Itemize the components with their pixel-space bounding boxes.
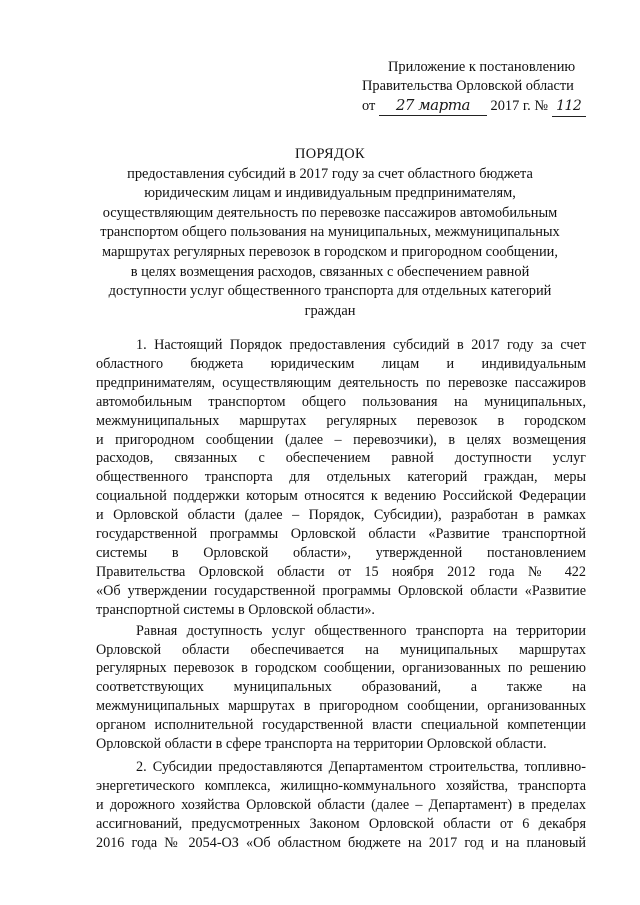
body-line: автомобильным транспортом общего пользования на муниципальных, bbox=[96, 393, 586, 410]
subtitle-line: предоставления субсидий в 2017 году за счет областного бюджета bbox=[127, 165, 533, 182]
body-line: органом исполнительной государственной власти специальной компетенции bbox=[96, 717, 586, 734]
paragraph-3 bbox=[96, 758, 586, 853]
subtitle-line: в целях возмещения расходов, связанных с обеспечением равной bbox=[130, 263, 530, 280]
body-line: и дорожного хозяйства Орловской области (далее – Департамент) в пределах bbox=[96, 796, 586, 813]
subtitle-line: маршрутах регулярных перевозок в городском и пригородном сообщении, bbox=[102, 243, 558, 260]
body-line: энергетического комплекса, жилищно-коммунального хозяйства, транспорта bbox=[96, 777, 586, 794]
body-line: Правительства Орловской области от 15 ноября 2012 года № 422 bbox=[96, 563, 586, 580]
paragraph-1 bbox=[96, 336, 586, 620]
body-line: межмуниципальных маршрутах в пригородном сообщении, организованных bbox=[96, 698, 586, 715]
body-line: Равная доступность услуг общественного транспорта на территории bbox=[136, 622, 586, 639]
body-line: межмуниципальных маршрутах регулярных перевозок в городском bbox=[96, 412, 586, 429]
body-line: 2016 года № 2054-ОЗ «Об областном бюджете на 2017 год и на плановый bbox=[96, 834, 586, 851]
subtitle-line: юридическим лицам и индивидуальным предпринимателям, bbox=[144, 185, 516, 202]
body-line: соответствующих муниципальных образований, а также на bbox=[96, 679, 586, 696]
subtitle-line: осуществляющим деятельность по перевозке пассажиров автомобильным bbox=[102, 204, 558, 221]
paragraph-2 bbox=[96, 622, 586, 754]
handwritten-date: 27 марта bbox=[379, 96, 487, 116]
body-line: социальной поддержки которым относятся к ведению Российской Федерации bbox=[96, 488, 586, 505]
body-line: государственной программы Орловской области «Развитие транспортной bbox=[96, 526, 586, 543]
body-line: Орловской области в сфере транспорта на территории Орловской области. bbox=[96, 736, 547, 753]
handwritten-number: 112 bbox=[552, 97, 586, 117]
document-body bbox=[96, 336, 586, 852]
body-line: областного бюджета юридическим лицам и индивидуальным bbox=[96, 355, 586, 372]
body-line: системы в Орловской области», утвержденной постановлением bbox=[96, 544, 586, 561]
approval-line-1: Приложение к постановлению bbox=[388, 59, 576, 75]
approval-year: 2017 г. № bbox=[490, 98, 549, 114]
subtitle-line: доступности услуг общественного транспорта для отдельных категорий bbox=[108, 283, 552, 300]
body-line: ассигнований, предусмотренных Законом Орловской области от 6 декабря bbox=[96, 815, 586, 832]
body-line: Орловской области обеспечивается на муниципальных маршрутах bbox=[96, 641, 586, 658]
body-line: 1. Настоящий Порядок предоставления субсидий в 2017 году за счет bbox=[136, 337, 586, 353]
approval-prefix: от bbox=[362, 98, 376, 114]
body-line: регулярных перевозок в городском сообщении, организованных по решению bbox=[96, 660, 586, 677]
document-title: ПОРЯДОК bbox=[294, 146, 366, 162]
body-line: и Орловской области (далее – Порядок, Субсидии), разработан в рамках bbox=[96, 507, 586, 524]
subtitle-line: граждан bbox=[304, 302, 356, 319]
subtitle-line: транспортом общего пользования на муниципальных, межмуниципальных bbox=[100, 224, 560, 241]
body-line: предпринимателям, осуществляющим деятельность по перевозке пассажиров bbox=[96, 374, 586, 391]
document-title-block bbox=[72, 145, 588, 321]
body-line: общественного транспорта для отдельных категорий граждан, меры bbox=[96, 469, 586, 486]
body-line: транспортной системы в Орловской области». bbox=[96, 601, 375, 618]
approval-line-2: Правительства Орловской области bbox=[362, 78, 574, 94]
approval-date-line bbox=[362, 96, 624, 117]
body-line: 2. Субсидии предоставляются Департаментом строительства, топливно- bbox=[136, 758, 586, 775]
body-line: и пригородном сообщении (далее – перевозчики), в целях возмещения bbox=[96, 431, 586, 448]
body-line: «Об утверждении государственной программы Орловской области «Развитие bbox=[96, 582, 586, 599]
body-line: расходов, связанных с обеспечением равной доступности услуг bbox=[96, 450, 586, 467]
approval-header bbox=[362, 58, 624, 117]
